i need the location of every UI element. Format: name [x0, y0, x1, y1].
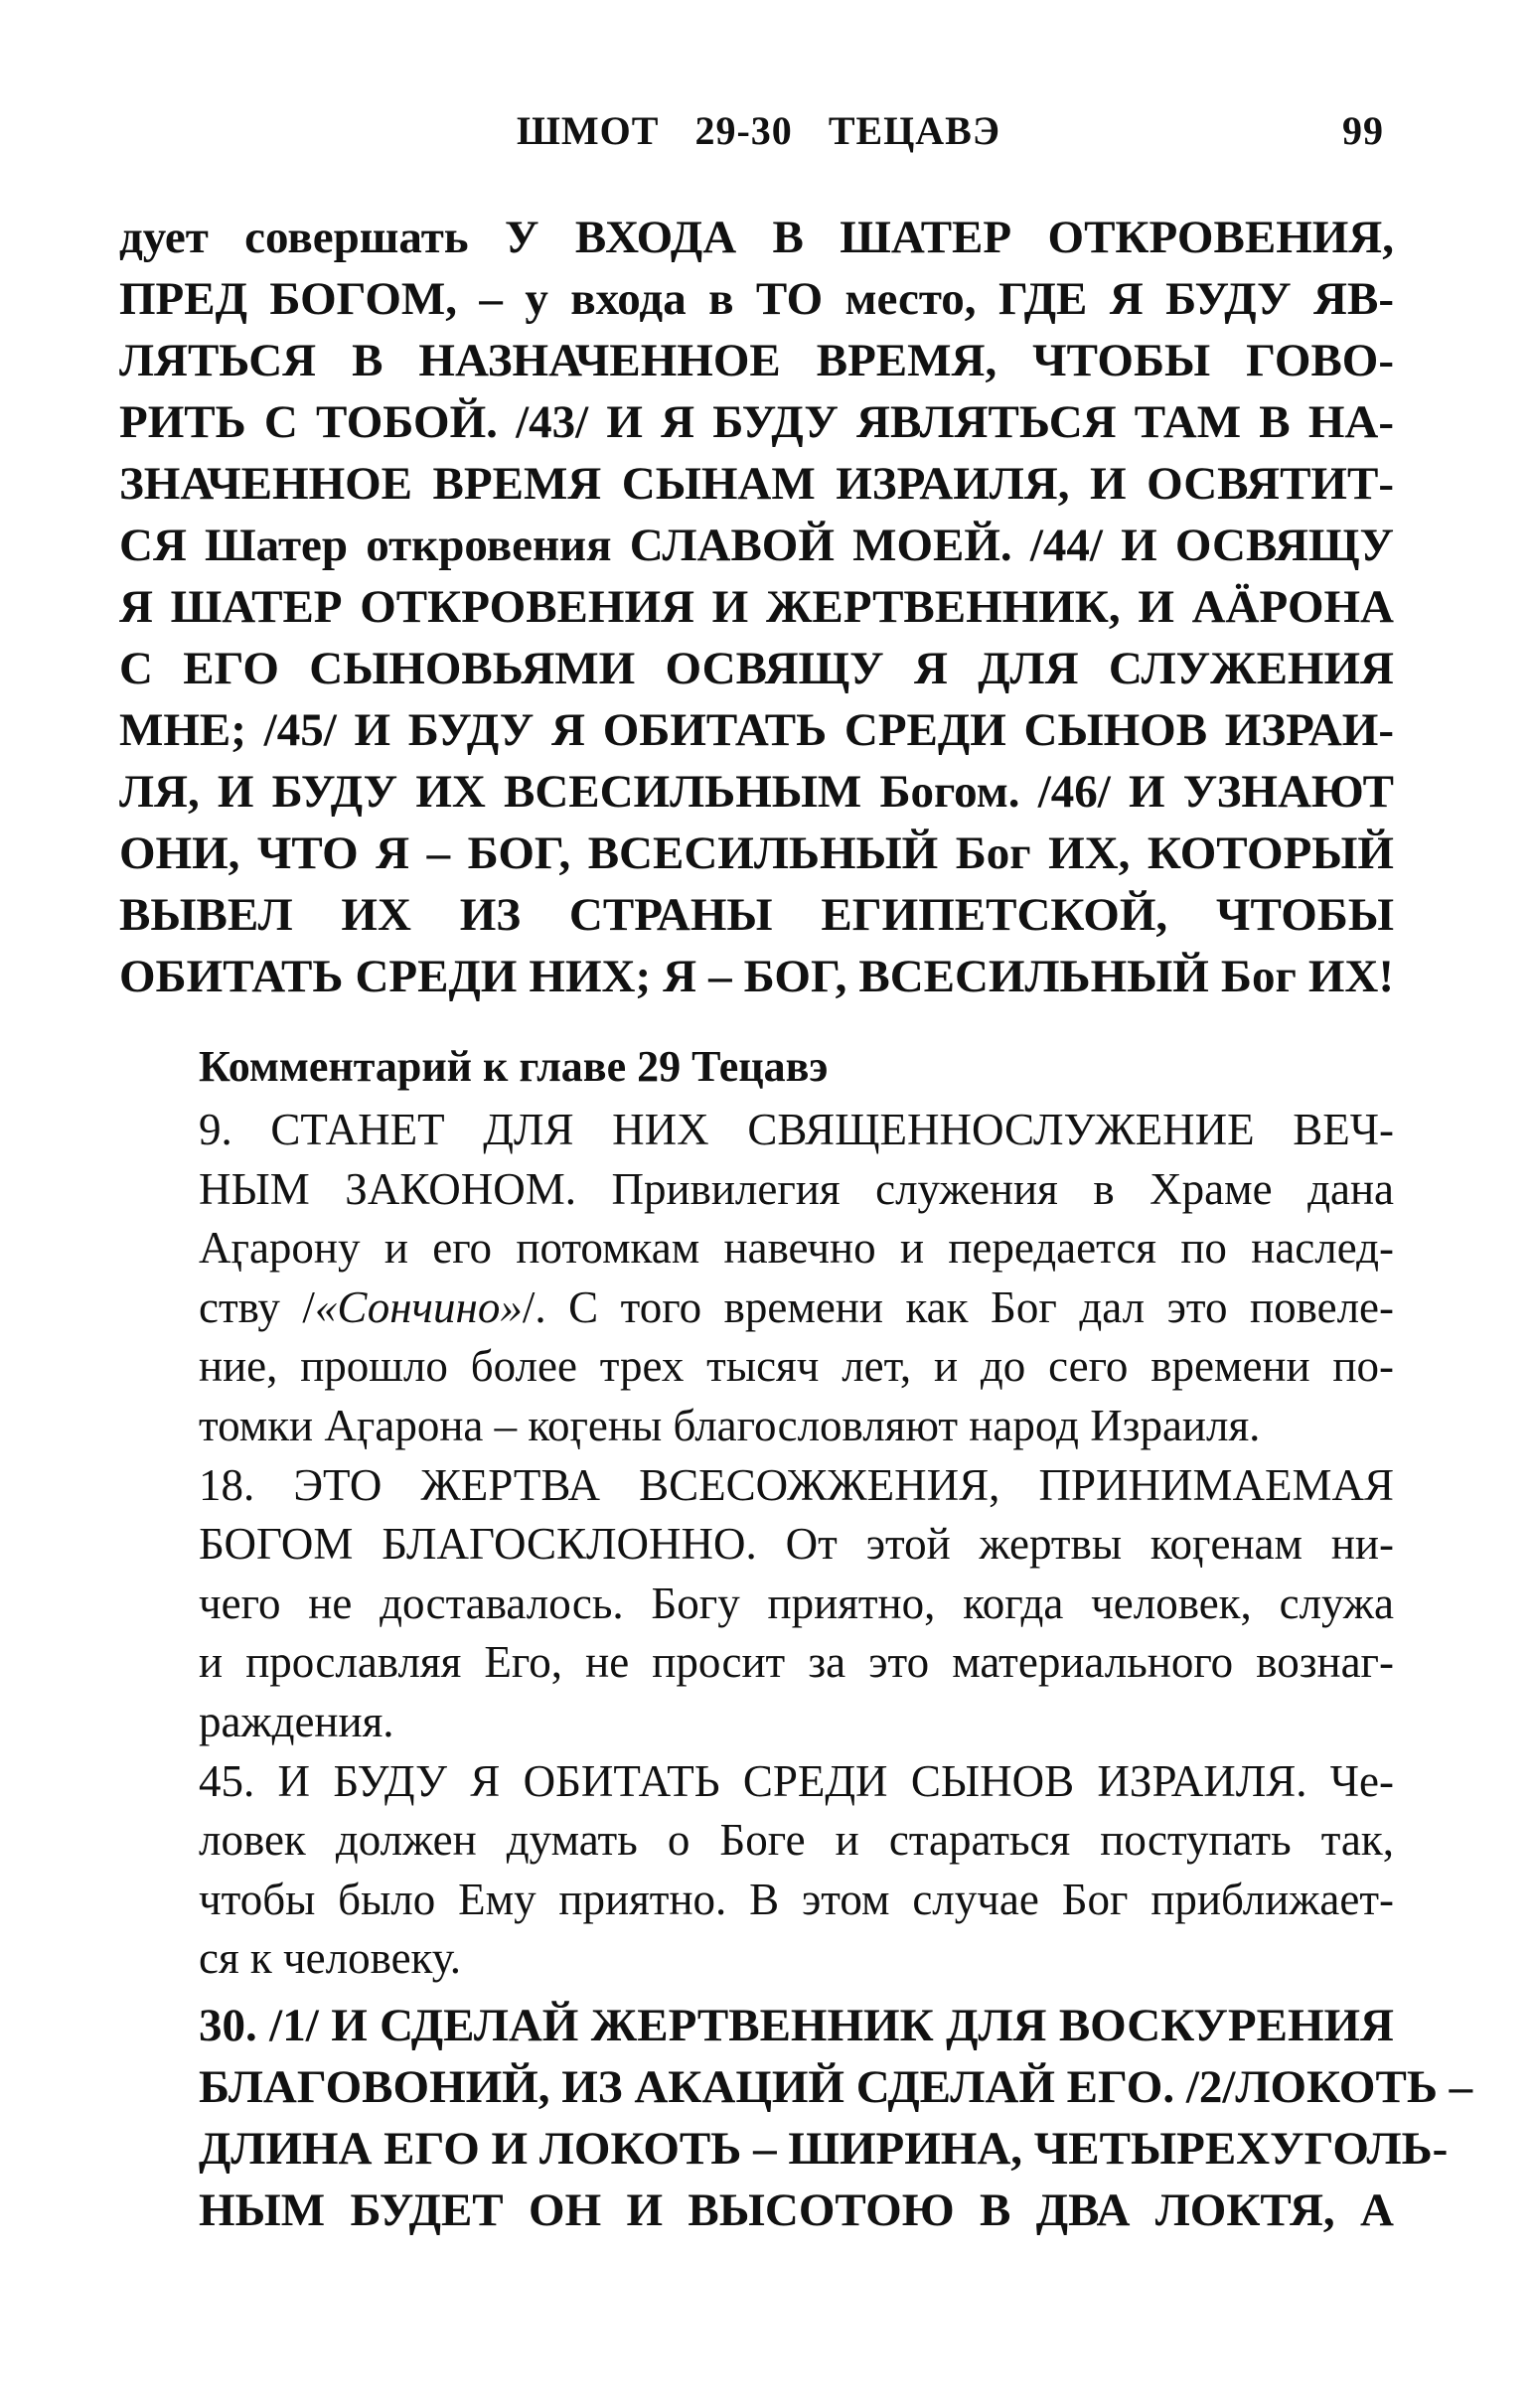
commentary-line: БОГОМ БЛАГОСКЛОННО. От этой жертвы коӷенам ни-: [199, 1519, 1394, 1570]
citation-suffix: /. С того времени как Бог дал это повеле-: [522, 1281, 1394, 1332]
commentary-line: 18. ЭТО ЖЕРТВА ВСЕСОЖЖЕНИЯ, ПРИНИМАЕМАЯ: [199, 1459, 1394, 1510]
commentary-heading: Комментарий к главе 29 Тецавэ: [199, 1042, 829, 1091]
verse-line: ОБИТАТЬ СРЕДИ НИХ; Я – БОГ, ВСЕСИЛЬНЫЙ Бог ИХ!: [119, 951, 1394, 1002]
verse-line: СЯ Шатер откровения СЛАВОЙ МОЕЙ. /44/ И ОСВЯЩУ: [119, 520, 1394, 571]
verse-line: 30. /1/ И СДЕЛАЙ ЖЕРТВЕННИК ДЛЯ ВОСКУРЕНИЯ: [199, 2000, 1394, 2051]
commentary-line: томки Аӷарона – коӷены благословляют народ Израиля.: [199, 1400, 1261, 1450]
verse-block-1: [119, 207, 1394, 1007]
verse-line: ДЛИНА ЕГО И ЛОКОТЬ – ШИРИНА, ЧЕТЫРЕХУГОЛЬ-: [199, 2123, 1449, 2175]
verse-block-2: [199, 1995, 1473, 2241]
book-name: ШМОТ: [517, 108, 660, 153]
verse-line: ПРЕД БОГОМ, – у входа в ТО место, ГДЕ Я БУДУ ЯВ-: [119, 273, 1394, 325]
commentary-line: НЫМ ЗАКОНОМ. Привилегия служения в Храме дана: [199, 1163, 1394, 1214]
commentary-line: 45. И БУДУ Я ОБИТАТЬ СРЕДИ СЫНОВ ИЗРАИЛЯ. Че-: [199, 1755, 1394, 1806]
citation-source: «Сончино»: [314, 1281, 523, 1332]
verse-line: С ЕГО СЫНОВЬЯМИ ОСВЯЩУ Я ДЛЯ СЛУЖЕНИЯ: [119, 643, 1394, 694]
verse-line: РИТЬ С ТОБОЙ. /43/ И Я БУДУ ЯВЛЯТЬСЯ ТАМ В НА-: [119, 396, 1394, 448]
verse-line: ЛЯ, И БУДУ ИХ ВСЕСИЛЬНЫМ Богом. /46/ И УЗНАЮТ: [119, 766, 1394, 818]
verse-line: ЗНАЧЕННОЕ ВРЕМЯ СЫНАМ ИЗРАИЛЯ, И ОСВЯТИТ-: [119, 458, 1394, 510]
parasha-name: ТЕЦАВЭ: [828, 108, 1000, 153]
verse-line: Я ШАТЕР ОТКРОВЕНИЯ И ЖЕРТВЕННИК, И АӒРОНА: [119, 581, 1394, 633]
commentary-line-with-citation: [199, 1279, 1394, 1338]
commentary-line: раждения.: [199, 1696, 394, 1746]
commentary-line: чтобы было Ему приятно. В этом случае Бог приближает-: [199, 1874, 1394, 1924]
commentary-line: ние, прошло более трех тысяч лет, и до сего времени по-: [199, 1341, 1394, 1392]
verse-line: ВЫВЕЛ ИХ ИЗ СТРАНЫ ЕГИПЕТСКОЙ, ЧТОБЫ: [119, 889, 1394, 941]
running-head-title: [517, 107, 1036, 154]
verse-line: МНЕ; /45/ И БУДУ Я ОБИТАТЬ СРЕДИ СЫНОВ ИЗРАИ-: [119, 704, 1394, 756]
page-number: 99: [1342, 108, 1384, 153]
running-head: [119, 107, 1384, 167]
commentary-body: [199, 1101, 1394, 1989]
verse-line: ЛЯТЬСЯ В НАЗНАЧЕННОЕ ВРЕМЯ, ЧТОБЫ ГОВО-: [119, 335, 1394, 386]
verse-line: БЛАГОВОНИЙ, ИЗ АКАЦИЙ СДЕЛАЙ ЕГО. /2/ЛОКОТЬ –: [199, 2061, 1473, 2113]
commentary-line: Аӷарону и его потомкам навечно и передается по наслед-: [199, 1223, 1394, 1274]
commentary-line: ловек должен думать о Боге и стараться поступать так,: [199, 1815, 1394, 1866]
commentary-line: чего не доставалось. Богу приятно, когда человек, служа: [199, 1578, 1394, 1628]
commentary-line: и прославляя Его, не просит за это материального вознаг-: [199, 1637, 1394, 1688]
verse-line: НЫМ БУДЕТ ОН И ВЫСОТОЮ В ДВА ЛОКТЯ, А: [199, 2184, 1394, 2236]
citation-prefix: ству /: [199, 1281, 315, 1332]
commentary-line: ся к человеку.: [199, 1933, 462, 1984]
verse-line: ОНИ, ЧТО Я – БОГ, ВСЕСИЛЬНЫЙ Бог ИХ, КОТОРЫЙ: [119, 828, 1394, 879]
verse-line: дует совершать У ВХОДА В ШАТЕР ОТКРОВЕНИЯ,: [119, 212, 1394, 263]
chapter-range: 29-30: [694, 108, 793, 153]
commentary-line: 9. СТАНЕТ ДЛЯ НИХ СВЯЩЕННОСЛУЖЕНИЕ ВЕЧ-: [199, 1105, 1394, 1154]
